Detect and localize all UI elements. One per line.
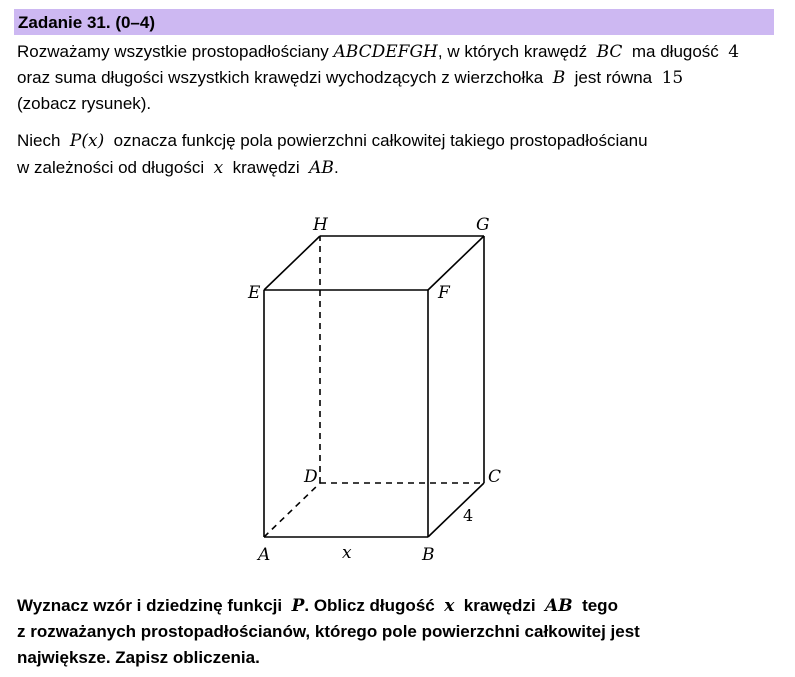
vertex-label-H: H <box>313 215 328 235</box>
vertex-label-F: F <box>438 283 450 303</box>
edge-label-x: x <box>342 543 352 563</box>
question-line-2: z rozważanych prostopadłościanów, którego pole powierzchni całkowitej jest <box>17 622 640 641</box>
problem-line-2: oraz suma długości wszystkich krawędzi wychodzących z wierzchołka B jest równa 15 <box>17 68 684 88</box>
hidden-edge-AD <box>264 483 320 537</box>
question-line-3: największe. Zapisz obliczenia. <box>17 648 260 667</box>
function-def-line-1: Niech P(x) oznacza funkcję pola powierzchni całkowitej takiego prostopadłościanu <box>17 131 648 151</box>
vertex-label-A: A <box>258 545 271 565</box>
vertex-label-B: B <box>422 545 435 565</box>
edge-EH <box>264 236 320 290</box>
problem-line-3: (zobacz rysunek). <box>17 94 152 113</box>
function-def-line-2: w zależności od długości x krawędzi AB. <box>17 158 339 178</box>
edge-CB <box>428 483 484 537</box>
vertex-label-C: C <box>488 467 502 487</box>
vertex-label-E: E <box>248 283 261 303</box>
question-line-1: Wyznacz wzór i dziedzinę funkcji P. Oblicz długość x krawędzi AB tego <box>17 596 618 616</box>
vertex-label-D: D <box>304 467 318 487</box>
task-title: Zadanie 31. (0–4) <box>18 13 156 32</box>
vertex-label-G: G <box>476 215 490 235</box>
edge-label-4: 4 <box>463 506 474 525</box>
problem-line-1: Rozważamy wszystkie prostopadłościany ABCDEFGH, w których krawędź BC ma długość 4 <box>17 42 740 62</box>
edge-GF <box>428 236 484 290</box>
